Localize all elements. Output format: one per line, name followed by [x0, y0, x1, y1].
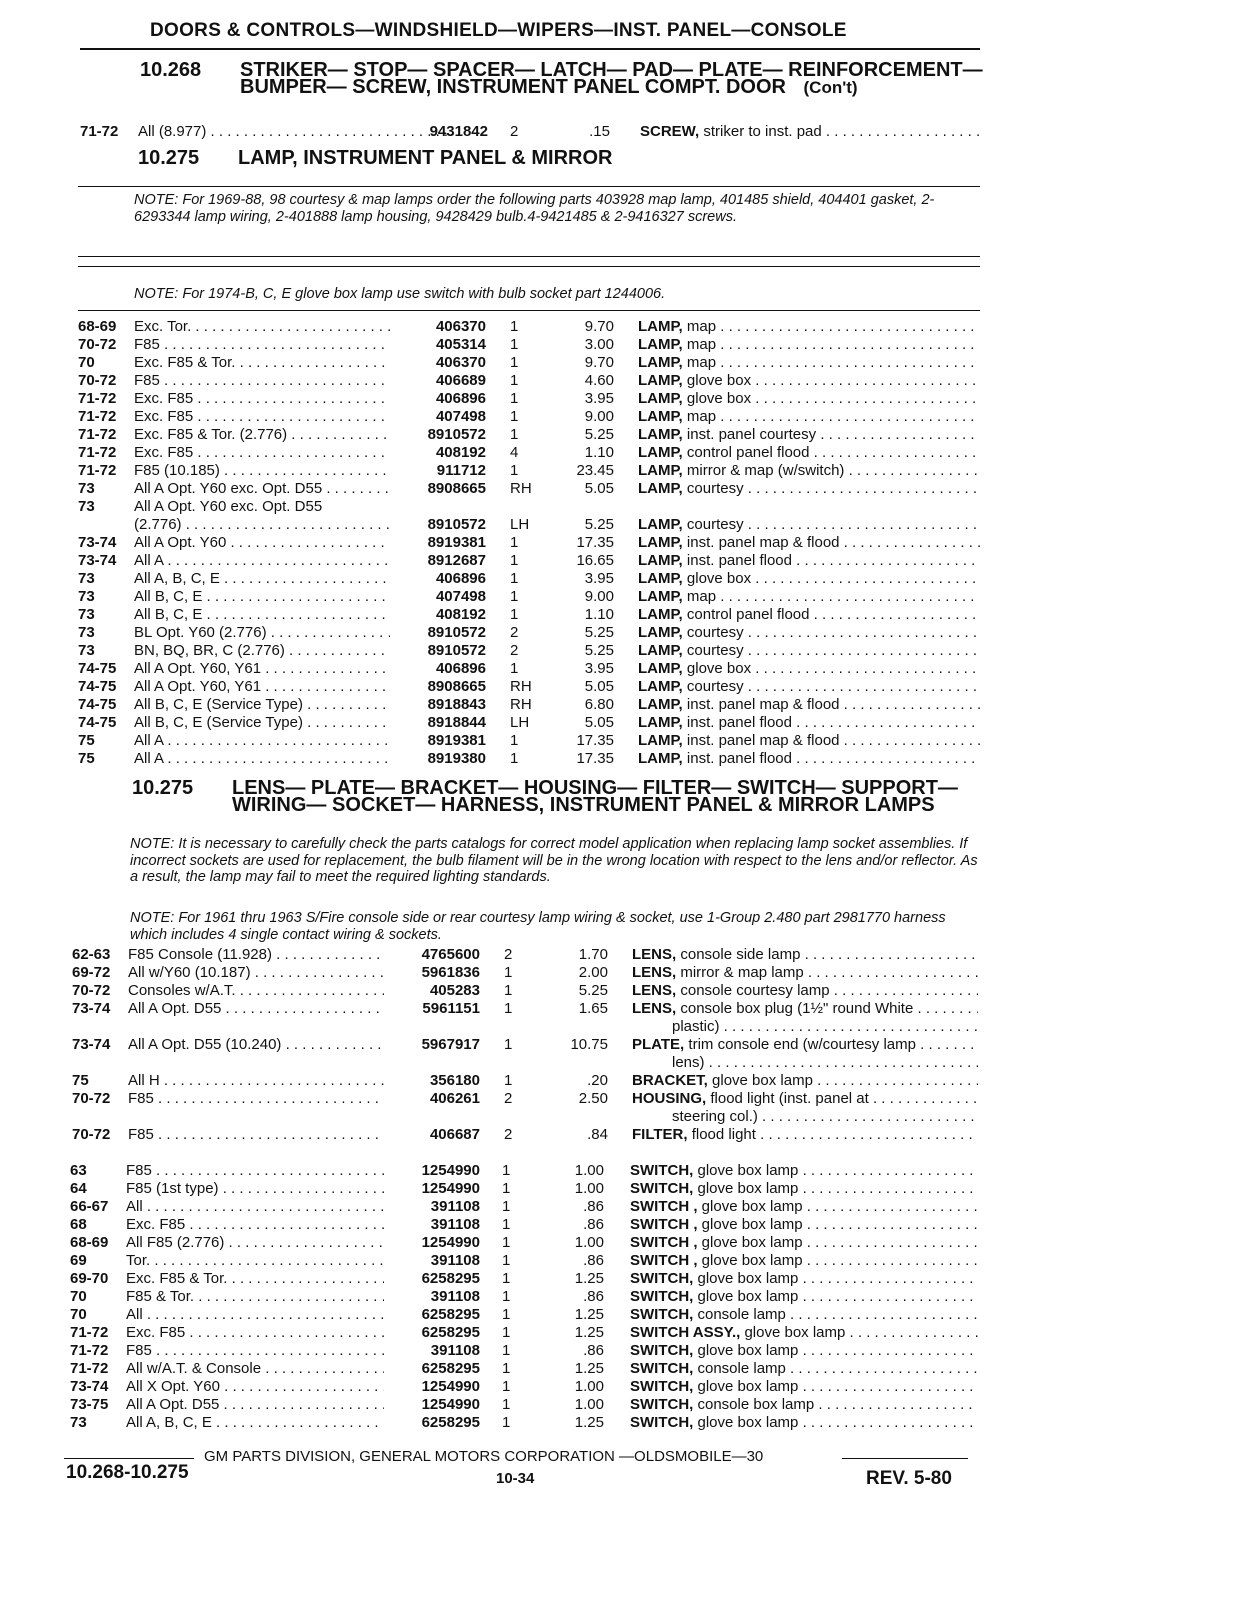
table-row: 70 All . . . 6258295 1 1.25 SWITCH, console lamp . . . — [70, 1306, 978, 1324]
section-10-268 — [140, 59, 1000, 114]
table-row: 70 Exc. F85 & Tor. . . . 406370 1 9.70 LAMP, map . . . — [78, 354, 980, 372]
section-number: 10.268 — [140, 59, 202, 81]
table-row: 68 Exc. F85 . . . 391108 1 .86 SWITCH , glove box lamp . . . — [70, 1216, 978, 1234]
table-row: 63 F85 . . . 1254990 1 1.00 SWITCH, glove box lamp . . . — [70, 1162, 978, 1180]
table-row: 71-72 F85 . . . 391108 1 .86 SWITCH, glove box lamp . . . — [70, 1342, 978, 1360]
table-row: 71-72 Exc. F85 . . . 408192 4 1.10 LAMP, control panel flood . . . — [78, 444, 980, 462]
header-rule — [80, 48, 980, 50]
table-row: 74-75 All B, C, E (Service Type) . . . 8918843 RH 6.80 LAMP, inst. panel map & flood . . . — [78, 696, 980, 714]
footer-publisher: GM PARTS DIVISION, GENERAL MOTORS CORPORATION —OLDSMOBILE—30 — [204, 1448, 764, 1465]
page-header: DOORS & CONTROLS—WINDSHIELD—WIPERS—INST. PANEL—CONSOLE — [150, 20, 847, 41]
table-row: 73-74 All A Opt. D55 (10.240) . . . 5967917 1 10.75 PLATE, trim console end (w/courtesy lamp . . . — [72, 1036, 978, 1054]
section-10-275-lamp: 10.275 LAMP, INSTRUMENT PANEL & MIRROR — [138, 150, 998, 170]
table-row: 64 F85 (1st type) . . . 1254990 1 1.00 SWITCH, glove box lamp . . . — [70, 1180, 978, 1198]
footer-section-range: 10.268-10.275 — [66, 1462, 189, 1483]
section-title: LAMP, INSTRUMENT PANEL & MIRROR — [238, 147, 613, 169]
table-row: 62-63 F85 Console (11.928) . . . 4765600 2 1.70 LENS, console side lamp . . . — [72, 946, 978, 964]
section-10-275-lens: 10.275 LENS— PLATE— BRACKET— HOUSING— FILTER— SWITCH— SUPPORT— WIRING— SOCKET— HARNESS, INSTRUMENT PANEL & MIRROR LAMPS — [132, 780, 992, 830]
section-title: STRIKER— STOP— SPACER— LATCH— PAD— PLATE— REINFORCEMENT— BUMPER— SCREW, INSTRUMENT PANEL COMPT. DOOR — [240, 59, 983, 98]
table-row: 73 All A, B, C, E . . . 406896 1 3.95 LAMP, glove box . . . — [78, 570, 980, 588]
table-row: 66-67 All . . . 391108 1 .86 SWITCH , glove box lamp . . . — [70, 1198, 978, 1216]
table-row: 71-72 Exc. F85 . . . 406896 1 3.95 LAMP, glove box . . . — [78, 390, 980, 408]
table-row: 71-72 All w/A.T. & Console . . . 6258295 1 1.25 SWITCH, console lamp . . . — [70, 1360, 978, 1378]
note-glove-box: NOTE: For 1974-B, C, E glove box lamp use switch with bulb socket part 1244006. — [134, 286, 666, 302]
table-row: 73-74 All A Opt. Y60 . . . 8919381 1 17.35 LAMP, inst. panel map & flood . . . — [78, 534, 980, 552]
table-row-continued: steering col.) . . . — [72, 1108, 978, 1126]
table-row: 69 Tor. . . . 391108 1 .86 SWITCH , glove box lamp . . . — [70, 1252, 978, 1270]
table-row: 73 All A, B, C, E . . . 6258295 1 1.25 SWITCH, glove box lamp . . . — [70, 1414, 978, 1432]
continued-label: (Con't) — [803, 78, 858, 97]
table-row: (2.776) . . . 8910572 LH 5.25 LAMP, courtesy . . . — [78, 516, 980, 534]
table-row: 73-75 All A Opt. D55 . . . 1254990 1 1.00 SWITCH, console box lamp . . . — [70, 1396, 978, 1414]
table-row: 73 All A Opt. Y60 exc. Opt. D55 — [78, 498, 323, 515]
table-row: 71-72 F85 (10.185) . . . 911712 1 23.45 LAMP, mirror & map (w/switch) . . . — [78, 462, 980, 480]
lens-parts-table — [72, 946, 978, 1144]
table-row: 73 BL Opt. Y60 (2.776) . . . 8910572 2 5.25 LAMP, courtesy . . . — [78, 624, 980, 642]
table-row: 74-75 All B, C, E (Service Type) . . . 8918844 LH 5.05 LAMP, inst. panel flood . . . — [78, 714, 980, 732]
table-row: 74-75 All A Opt. Y60, Y61 . . . 8908665 RH 5.05 LAMP, courtesy . . . — [78, 678, 980, 696]
table-row: 70-72 F85 . . . 406261 2 2.50 HOUSING, flood light (inst. panel at . . . — [72, 1090, 978, 1108]
note-sfire-harness: NOTE: For 1961 thru 1963 S/Fire console side or rear courtesy lamp wiring & socket, use 1-Group 2.480 part 2981770 harness which includes 4 single contact wiring & sockets. — [130, 910, 946, 943]
table-row: 73-74 All X Opt. Y60 . . . 1254990 1 1.00 SWITCH, glove box lamp . . . — [70, 1378, 978, 1396]
table-row: 70-72 Consoles w/A.T. . . . 405283 1 5.25 LENS, console courtesy lamp . . . — [72, 982, 978, 1000]
table-row: 75 All H . . . 356180 1 .20 BRACKET, glove box lamp . . . — [72, 1072, 978, 1090]
revision-label: REV. 5-80 — [866, 1468, 952, 1489]
table-row: 68-69 All F85 (2.776) . . . 1254990 1 1.00 SWITCH , glove box lamp . . . — [70, 1234, 978, 1252]
table-row: 75 All A . . . 8919381 1 17.35 LAMP, inst. panel map & flood . . . — [78, 732, 980, 750]
table-row: 71-72 Exc. F85 & Tor. (2.776) . . . 8910572 1 5.25 LAMP, inst. panel courtesy . . . — [78, 426, 980, 444]
lamp-parts-table — [78, 318, 980, 768]
table-row: 70-72 F85 . . . 406689 1 4.60 LAMP, glove box . . . — [78, 372, 980, 390]
table-row: 74-75 All A Opt. Y60, Y61 . . . 406896 1 3.95 LAMP, glove box . . . — [78, 660, 980, 678]
table-row: 71-72 Exc. F85 . . . 407498 1 9.00 LAMP, map . . . — [78, 408, 980, 426]
note-courtesy-lamps: NOTE: For 1969-88, 98 courtesy & map lamps order the following parts 403928 map lamp, 401485 shield, 404401 gasket, 2-6293344 lamp wiring, 2-401888 lamp housing, 9428429 bulb.4-9421485 & 2-9416327 screws. — [134, 192, 935, 225]
table-row: 69-70 Exc. F85 & Tor. . . . 6258295 1 1.25 SWITCH, glove box lamp . . . — [70, 1270, 978, 1288]
table-row: 73-74 All A Opt. D55 . . . 5961151 1 1.65 LENS, console box plug (1½" round White . . . — [72, 1000, 978, 1018]
table-row: 73 All B, C, E . . . 408192 1 1.10 LAMP, control panel flood . . . — [78, 606, 980, 624]
note-lamp-sockets: NOTE: It is necessary to carefully check the parts catalogs for correct model application when replacing lamp socket assemblies. If incorrect sockets are used for replacement, the bulb filament will be in the wrong location with respect to the lens and/or reflector. As a result, the lamp may fail to meet the required lighting standards. — [130, 836, 978, 885]
table-row: 73 All B, C, E . . . 407498 1 9.00 LAMP, map . . . — [78, 588, 980, 606]
table-row: 73 All A Opt. Y60 exc. Opt. D55 . . . 8908665 RH 5.05 LAMP, courtesy . . . — [78, 480, 980, 498]
screw-row-table — [80, 123, 980, 141]
page-number: 10-34 — [496, 1470, 535, 1487]
table-row: 73 BN, BQ, BR, C (2.776) . . . 8910572 2 5.25 LAMP, courtesy . . . — [78, 642, 980, 660]
table-row: 71-72 All (8.977) . . . 9431842 2 .15 SCREW, striker to inst. pad . . . — [80, 123, 980, 141]
table-row: 75 All A . . . 8919380 1 17.35 LAMP, inst. panel flood . . . — [78, 750, 980, 768]
switch-parts-table — [70, 1162, 978, 1432]
table-row-continued: lens) . . . — [72, 1054, 978, 1072]
table-row: 70 F85 & Tor. . . . 391108 1 .86 SWITCH, glove box lamp . . . — [70, 1288, 978, 1306]
table-row: 73-74 All A . . . 8912687 1 16.65 LAMP, inst. panel flood . . . — [78, 552, 980, 570]
table-row: 70-72 F85 . . . 406687 2 .84 FILTER, flood light . . . — [72, 1126, 978, 1144]
section-title: LENS— PLATE— BRACKET— HOUSING— FILTER— SWITCH— SUPPORT— WIRING— SOCKET— HARNESS, INSTRUMENT PANEL & MIRROR LAMPS — [232, 777, 958, 816]
table-row: 69-72 All w/Y60 (10.187) . . . 5961836 1 2.00 LENS, mirror & map lamp . . . — [72, 964, 978, 982]
table-row-continued: plastic) . . . — [72, 1018, 978, 1036]
table-row: 68-69 Exc. Tor. . . . 406370 1 9.70 LAMP, map . . . — [78, 318, 980, 336]
table-row: 70-72 F85 . . . 405314 1 3.00 LAMP, map . . . — [78, 336, 980, 354]
table-row: 71-72 Exc. F85 . . . 6258295 1 1.25 SWITCH ASSY., glove box lamp . . . — [70, 1324, 978, 1342]
